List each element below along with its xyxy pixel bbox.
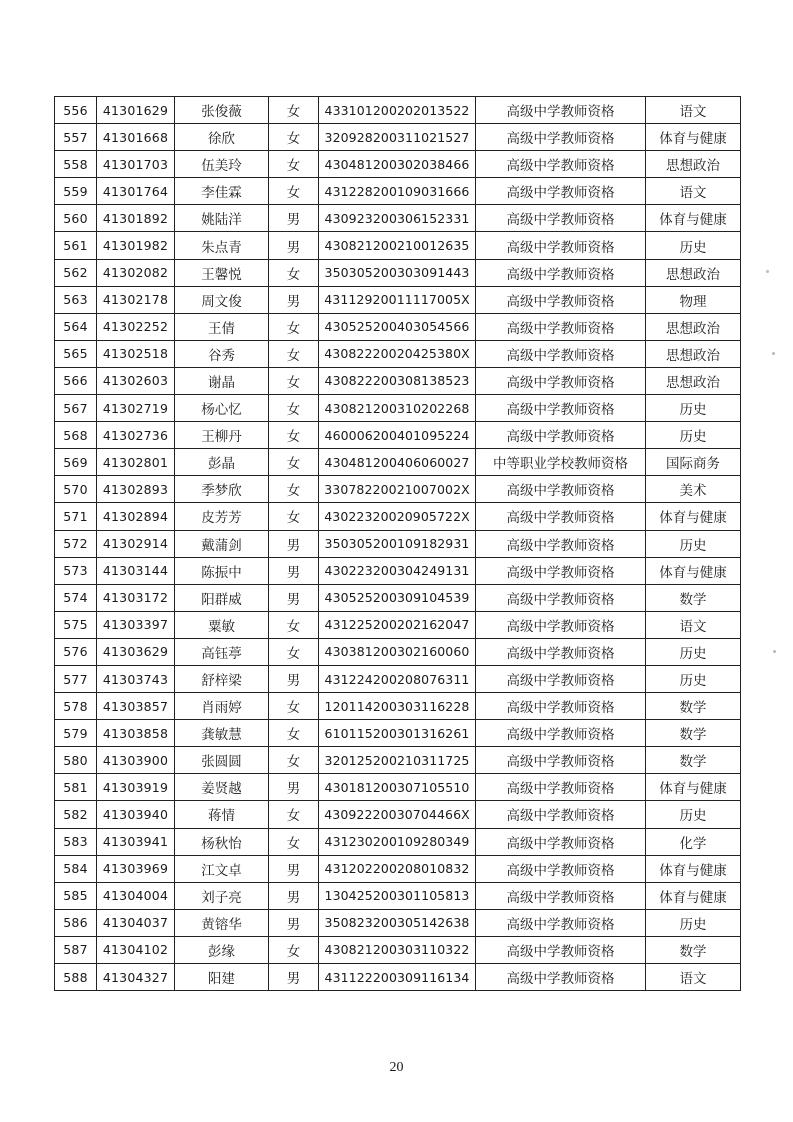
table-row <box>55 422 741 449</box>
gender-cell: 女 <box>269 124 319 151</box>
row-number-cell: 572 <box>55 530 97 557</box>
name-cell: 杨秋怡 <box>175 828 269 855</box>
gender-cell: 女 <box>269 313 319 340</box>
table-row <box>55 638 741 665</box>
gender-cell: 男 <box>269 774 319 801</box>
row-number-cell: 568 <box>55 422 97 449</box>
exam-id-cell: 41303743 <box>97 665 175 692</box>
table-row <box>55 828 741 855</box>
exam-id-cell: 41304102 <box>97 936 175 963</box>
gender-cell: 男 <box>269 964 319 991</box>
exam-id-cell: 41303940 <box>97 801 175 828</box>
name-cell: 王馨悦 <box>175 259 269 286</box>
exam-id-cell: 41302736 <box>97 422 175 449</box>
gender-cell: 女 <box>269 476 319 503</box>
gender-cell: 男 <box>269 909 319 936</box>
row-number-cell: 558 <box>55 151 97 178</box>
qualification-cell: 高级中学教师资格 <box>476 259 646 286</box>
name-cell: 季梦欣 <box>175 476 269 503</box>
subject-cell: 体育与健康 <box>646 557 741 584</box>
table-row <box>55 747 741 774</box>
id-number-cell: 431224200208076311 <box>319 665 476 692</box>
id-number-cell: 43082220020425380X <box>319 340 476 367</box>
gender-cell: 女 <box>269 422 319 449</box>
id-number-cell: 350305200303091443 <box>319 259 476 286</box>
table-row <box>55 124 741 151</box>
name-cell: 高钰葶 <box>175 638 269 665</box>
name-cell: 阳群威 <box>175 584 269 611</box>
table-row <box>55 774 741 801</box>
id-number-cell: 430525200309104539 <box>319 584 476 611</box>
exam-id-cell: 41302252 <box>97 313 175 340</box>
id-number-cell: 430821200303110322 <box>319 936 476 963</box>
id-number-cell: 350823200305142638 <box>319 909 476 936</box>
gender-cell: 女 <box>269 97 319 124</box>
row-number-cell: 565 <box>55 340 97 367</box>
id-number-cell: 43112920011117005X <box>319 286 476 313</box>
table-row <box>55 340 741 367</box>
qualification-cell: 高级中学教师资格 <box>476 774 646 801</box>
qualification-cell: 高级中学教师资格 <box>476 178 646 205</box>
subject-cell: 历史 <box>646 422 741 449</box>
row-number-cell: 564 <box>55 313 97 340</box>
subject-cell: 数学 <box>646 747 741 774</box>
subject-cell: 体育与健康 <box>646 774 741 801</box>
exam-id-cell: 41303629 <box>97 638 175 665</box>
gender-cell: 男 <box>269 584 319 611</box>
table-row <box>55 232 741 259</box>
qualification-cell: 高级中学教师资格 <box>476 665 646 692</box>
row-number-cell: 556 <box>55 97 97 124</box>
id-number-cell: 43092220030704466X <box>319 801 476 828</box>
table-row <box>55 936 741 963</box>
gender-cell: 女 <box>269 638 319 665</box>
table-row <box>55 395 741 422</box>
subject-cell: 物理 <box>646 286 741 313</box>
name-cell: 戴蒲剑 <box>175 530 269 557</box>
row-number-cell: 560 <box>55 205 97 232</box>
id-number-cell: 460006200401095224 <box>319 422 476 449</box>
qualification-cell: 高级中学教师资格 <box>476 286 646 313</box>
id-number-cell: 610115200301316261 <box>319 720 476 747</box>
name-cell: 李佳霖 <box>175 178 269 205</box>
qualification-cell: 高级中学教师资格 <box>476 97 646 124</box>
subject-cell: 语文 <box>646 964 741 991</box>
exam-id-cell: 41303857 <box>97 693 175 720</box>
subject-cell: 体育与健康 <box>646 882 741 909</box>
gender-cell: 女 <box>269 259 319 286</box>
name-cell: 姜贤越 <box>175 774 269 801</box>
table-row <box>55 151 741 178</box>
scan-speck <box>773 650 776 653</box>
id-number-cell: 430821200310202268 <box>319 395 476 422</box>
qualification-cell: 高级中学教师资格 <box>476 801 646 828</box>
row-number-cell: 588 <box>55 964 97 991</box>
exam-id-cell: 41304037 <box>97 909 175 936</box>
exam-id-cell: 41302719 <box>97 395 175 422</box>
qualification-cell: 高级中学教师资格 <box>476 395 646 422</box>
table-row <box>55 720 741 747</box>
id-number-cell: 431230200109280349 <box>319 828 476 855</box>
id-number-cell: 430481200302038466 <box>319 151 476 178</box>
row-number-cell: 578 <box>55 693 97 720</box>
subject-cell: 体育与健康 <box>646 124 741 151</box>
qualification-cell: 高级中学教师资格 <box>476 367 646 394</box>
name-cell: 王柳丹 <box>175 422 269 449</box>
name-cell: 皮芳芳 <box>175 503 269 530</box>
qualification-cell: 高级中学教师资格 <box>476 964 646 991</box>
gender-cell: 男 <box>269 205 319 232</box>
exam-id-cell: 41302603 <box>97 367 175 394</box>
exam-id-cell: 41302914 <box>97 530 175 557</box>
subject-cell: 历史 <box>646 395 741 422</box>
gender-cell: 女 <box>269 503 319 530</box>
table-row <box>55 611 741 638</box>
scan-speck <box>772 352 775 355</box>
name-cell: 江文卓 <box>175 855 269 882</box>
exam-id-cell: 41304004 <box>97 882 175 909</box>
name-cell: 阳建 <box>175 964 269 991</box>
table-row <box>55 693 741 720</box>
subject-cell: 历史 <box>646 665 741 692</box>
row-number-cell: 585 <box>55 882 97 909</box>
name-cell: 陈振中 <box>175 557 269 584</box>
table-row <box>55 855 741 882</box>
id-number-cell: 320928200311021527 <box>319 124 476 151</box>
name-cell: 杨心忆 <box>175 395 269 422</box>
subject-cell: 思想政治 <box>646 367 741 394</box>
gender-cell: 女 <box>269 367 319 394</box>
gender-cell: 女 <box>269 395 319 422</box>
gender-cell: 女 <box>269 693 319 720</box>
subject-cell: 化学 <box>646 828 741 855</box>
row-number-cell: 576 <box>55 638 97 665</box>
name-cell: 黄镕华 <box>175 909 269 936</box>
table-row <box>55 665 741 692</box>
id-number-cell: 350305200109182931 <box>319 530 476 557</box>
exam-id-cell: 41301668 <box>97 124 175 151</box>
gender-cell: 女 <box>269 151 319 178</box>
table-row <box>55 909 741 936</box>
exam-id-cell: 41303969 <box>97 855 175 882</box>
subject-cell: 历史 <box>646 801 741 828</box>
row-number-cell: 559 <box>55 178 97 205</box>
table-row <box>55 476 741 503</box>
name-cell: 张圆圆 <box>175 747 269 774</box>
exam-id-cell: 41301764 <box>97 178 175 205</box>
name-cell: 朱点青 <box>175 232 269 259</box>
subject-cell: 数学 <box>646 584 741 611</box>
exam-id-cell: 41302801 <box>97 449 175 476</box>
gender-cell: 男 <box>269 232 319 259</box>
row-number-cell: 584 <box>55 855 97 882</box>
id-number-cell: 430822200308138523 <box>319 367 476 394</box>
exam-id-cell: 41303858 <box>97 720 175 747</box>
qualification-cell: 高级中学教师资格 <box>476 557 646 584</box>
subject-cell: 历史 <box>646 232 741 259</box>
table-row <box>55 313 741 340</box>
subject-cell: 数学 <box>646 720 741 747</box>
id-number-cell: 431228200109031666 <box>319 178 476 205</box>
exam-id-cell: 41301892 <box>97 205 175 232</box>
row-number-cell: 580 <box>55 747 97 774</box>
id-number-cell: 430821200210012635 <box>319 232 476 259</box>
qualification-cell: 高级中学教师资格 <box>476 313 646 340</box>
row-number-cell: 583 <box>55 828 97 855</box>
name-cell: 彭晶 <box>175 449 269 476</box>
qualification-cell: 高级中学教师资格 <box>476 530 646 557</box>
table-row <box>55 286 741 313</box>
subject-cell: 历史 <box>646 638 741 665</box>
subject-cell: 思想政治 <box>646 340 741 367</box>
exam-id-cell: 41303900 <box>97 747 175 774</box>
subject-cell: 数学 <box>646 936 741 963</box>
subject-cell: 历史 <box>646 530 741 557</box>
qualification-cell: 高级中学教师资格 <box>476 584 646 611</box>
id-number-cell: 431225200202162047 <box>319 611 476 638</box>
name-cell: 龚敏慧 <box>175 720 269 747</box>
exam-id-cell: 41302518 <box>97 340 175 367</box>
id-number-cell: 430381200302160060 <box>319 638 476 665</box>
id-number-cell: 430223200304249131 <box>319 557 476 584</box>
qualification-cell: 高级中学教师资格 <box>476 638 646 665</box>
name-cell: 舒梓梁 <box>175 665 269 692</box>
subject-cell: 思想政治 <box>646 151 741 178</box>
subject-cell: 数学 <box>646 693 741 720</box>
id-number-cell: 431202200208010832 <box>319 855 476 882</box>
id-number-cell: 431122200309116134 <box>319 964 476 991</box>
gender-cell: 女 <box>269 611 319 638</box>
row-number-cell: 579 <box>55 720 97 747</box>
qualification-cell: 高级中学教师资格 <box>476 936 646 963</box>
exam-id-cell: 41304327 <box>97 964 175 991</box>
row-number-cell: 571 <box>55 503 97 530</box>
subject-cell: 语文 <box>646 97 741 124</box>
gender-cell: 男 <box>269 286 319 313</box>
qualification-cell: 高级中学教师资格 <box>476 503 646 530</box>
table-row <box>55 964 741 991</box>
row-number-cell: 563 <box>55 286 97 313</box>
subject-cell: 思想政治 <box>646 259 741 286</box>
qualification-cell: 高级中学教师资格 <box>476 855 646 882</box>
row-number-cell: 562 <box>55 259 97 286</box>
name-cell: 伍美玲 <box>175 151 269 178</box>
id-number-cell: 430181200307105510 <box>319 774 476 801</box>
table-row <box>55 557 741 584</box>
subject-cell: 体育与健康 <box>646 205 741 232</box>
name-cell: 张俊薇 <box>175 97 269 124</box>
table-row <box>55 530 741 557</box>
subject-cell: 语文 <box>646 611 741 638</box>
row-number-cell: 582 <box>55 801 97 828</box>
name-cell: 姚陆洋 <box>175 205 269 232</box>
name-cell: 粟敏 <box>175 611 269 638</box>
exam-id-cell: 41302082 <box>97 259 175 286</box>
qualification-cell: 高级中学教师资格 <box>476 205 646 232</box>
id-number-cell: 430481200406060027 <box>319 449 476 476</box>
qualification-cell: 高级中学教师资格 <box>476 232 646 259</box>
gender-cell: 女 <box>269 747 319 774</box>
exam-id-cell: 41303919 <box>97 774 175 801</box>
qualification-cell: 高级中学教师资格 <box>476 611 646 638</box>
id-number-cell: 120114200303116228 <box>319 693 476 720</box>
name-cell: 周文俊 <box>175 286 269 313</box>
qualification-cell: 高级中学教师资格 <box>476 422 646 449</box>
name-cell: 王倩 <box>175 313 269 340</box>
subject-cell: 历史 <box>646 909 741 936</box>
gender-cell: 女 <box>269 178 319 205</box>
table-row <box>55 449 741 476</box>
qualification-cell: 中等职业学校教师资格 <box>476 449 646 476</box>
row-number-cell: 570 <box>55 476 97 503</box>
table-row <box>55 882 741 909</box>
candidate-table <box>54 96 741 991</box>
qualification-cell: 高级中学教师资格 <box>476 340 646 367</box>
name-cell: 谢晶 <box>175 367 269 394</box>
gender-cell: 男 <box>269 530 319 557</box>
subject-cell: 语文 <box>646 178 741 205</box>
exam-id-cell: 41303172 <box>97 584 175 611</box>
subject-cell: 体育与健康 <box>646 503 741 530</box>
row-number-cell: 567 <box>55 395 97 422</box>
gender-cell: 女 <box>269 340 319 367</box>
exam-id-cell: 41303144 <box>97 557 175 584</box>
table-row <box>55 801 741 828</box>
name-cell: 彭缘 <box>175 936 269 963</box>
qualification-cell: 高级中学教师资格 <box>476 151 646 178</box>
table-row <box>55 178 741 205</box>
id-number-cell: 33078220021007002X <box>319 476 476 503</box>
row-number-cell: 574 <box>55 584 97 611</box>
subject-cell: 国际商务 <box>646 449 741 476</box>
row-number-cell: 573 <box>55 557 97 584</box>
name-cell: 蒋情 <box>175 801 269 828</box>
exam-id-cell: 41302894 <box>97 503 175 530</box>
table-body <box>55 97 741 991</box>
table-row <box>55 503 741 530</box>
row-number-cell: 587 <box>55 936 97 963</box>
table-row <box>55 97 741 124</box>
gender-cell: 女 <box>269 720 319 747</box>
exam-id-cell: 41303941 <box>97 828 175 855</box>
subject-cell: 美术 <box>646 476 741 503</box>
exam-id-cell: 41301629 <box>97 97 175 124</box>
id-number-cell: 320125200210311725 <box>319 747 476 774</box>
row-number-cell: 577 <box>55 665 97 692</box>
subject-cell: 思想政治 <box>646 313 741 340</box>
exam-id-cell: 41302178 <box>97 286 175 313</box>
exam-id-cell: 41302893 <box>97 476 175 503</box>
row-number-cell: 561 <box>55 232 97 259</box>
table-row <box>55 259 741 286</box>
page-number: 20 <box>389 1060 404 1075</box>
name-cell: 谷秀 <box>175 340 269 367</box>
scan-speck <box>766 270 769 273</box>
row-number-cell: 581 <box>55 774 97 801</box>
qualification-cell: 高级中学教师资格 <box>476 747 646 774</box>
gender-cell: 男 <box>269 882 319 909</box>
gender-cell: 男 <box>269 665 319 692</box>
id-number-cell: 433101200202013522 <box>319 97 476 124</box>
qualification-cell: 高级中学教师资格 <box>476 124 646 151</box>
exam-id-cell: 41301982 <box>97 232 175 259</box>
row-number-cell: 566 <box>55 367 97 394</box>
gender-cell: 男 <box>269 557 319 584</box>
name-cell: 肖雨婷 <box>175 693 269 720</box>
qualification-cell: 高级中学教师资格 <box>476 693 646 720</box>
id-number-cell: 430525200403054566 <box>319 313 476 340</box>
name-cell: 徐欣 <box>175 124 269 151</box>
id-number-cell: 130425200301105813 <box>319 882 476 909</box>
qualification-cell: 高级中学教师资格 <box>476 476 646 503</box>
gender-cell: 女 <box>269 828 319 855</box>
qualification-cell: 高级中学教师资格 <box>476 909 646 936</box>
row-number-cell: 569 <box>55 449 97 476</box>
qualification-cell: 高级中学教师资格 <box>476 882 646 909</box>
exam-id-cell: 41301703 <box>97 151 175 178</box>
gender-cell: 女 <box>269 801 319 828</box>
id-number-cell: 43022320020905722X <box>319 503 476 530</box>
gender-cell: 女 <box>269 449 319 476</box>
qualification-cell: 高级中学教师资格 <box>476 720 646 747</box>
row-number-cell: 557 <box>55 124 97 151</box>
subject-cell: 体育与健康 <box>646 855 741 882</box>
table-row <box>55 367 741 394</box>
name-cell: 刘子亮 <box>175 882 269 909</box>
row-number-cell: 575 <box>55 611 97 638</box>
row-number-cell: 586 <box>55 909 97 936</box>
gender-cell: 男 <box>269 855 319 882</box>
table-row <box>55 205 741 232</box>
table-row <box>55 584 741 611</box>
id-number-cell: 430923200306152331 <box>319 205 476 232</box>
qualification-cell: 高级中学教师资格 <box>476 828 646 855</box>
exam-id-cell: 41303397 <box>97 611 175 638</box>
gender-cell: 女 <box>269 936 319 963</box>
